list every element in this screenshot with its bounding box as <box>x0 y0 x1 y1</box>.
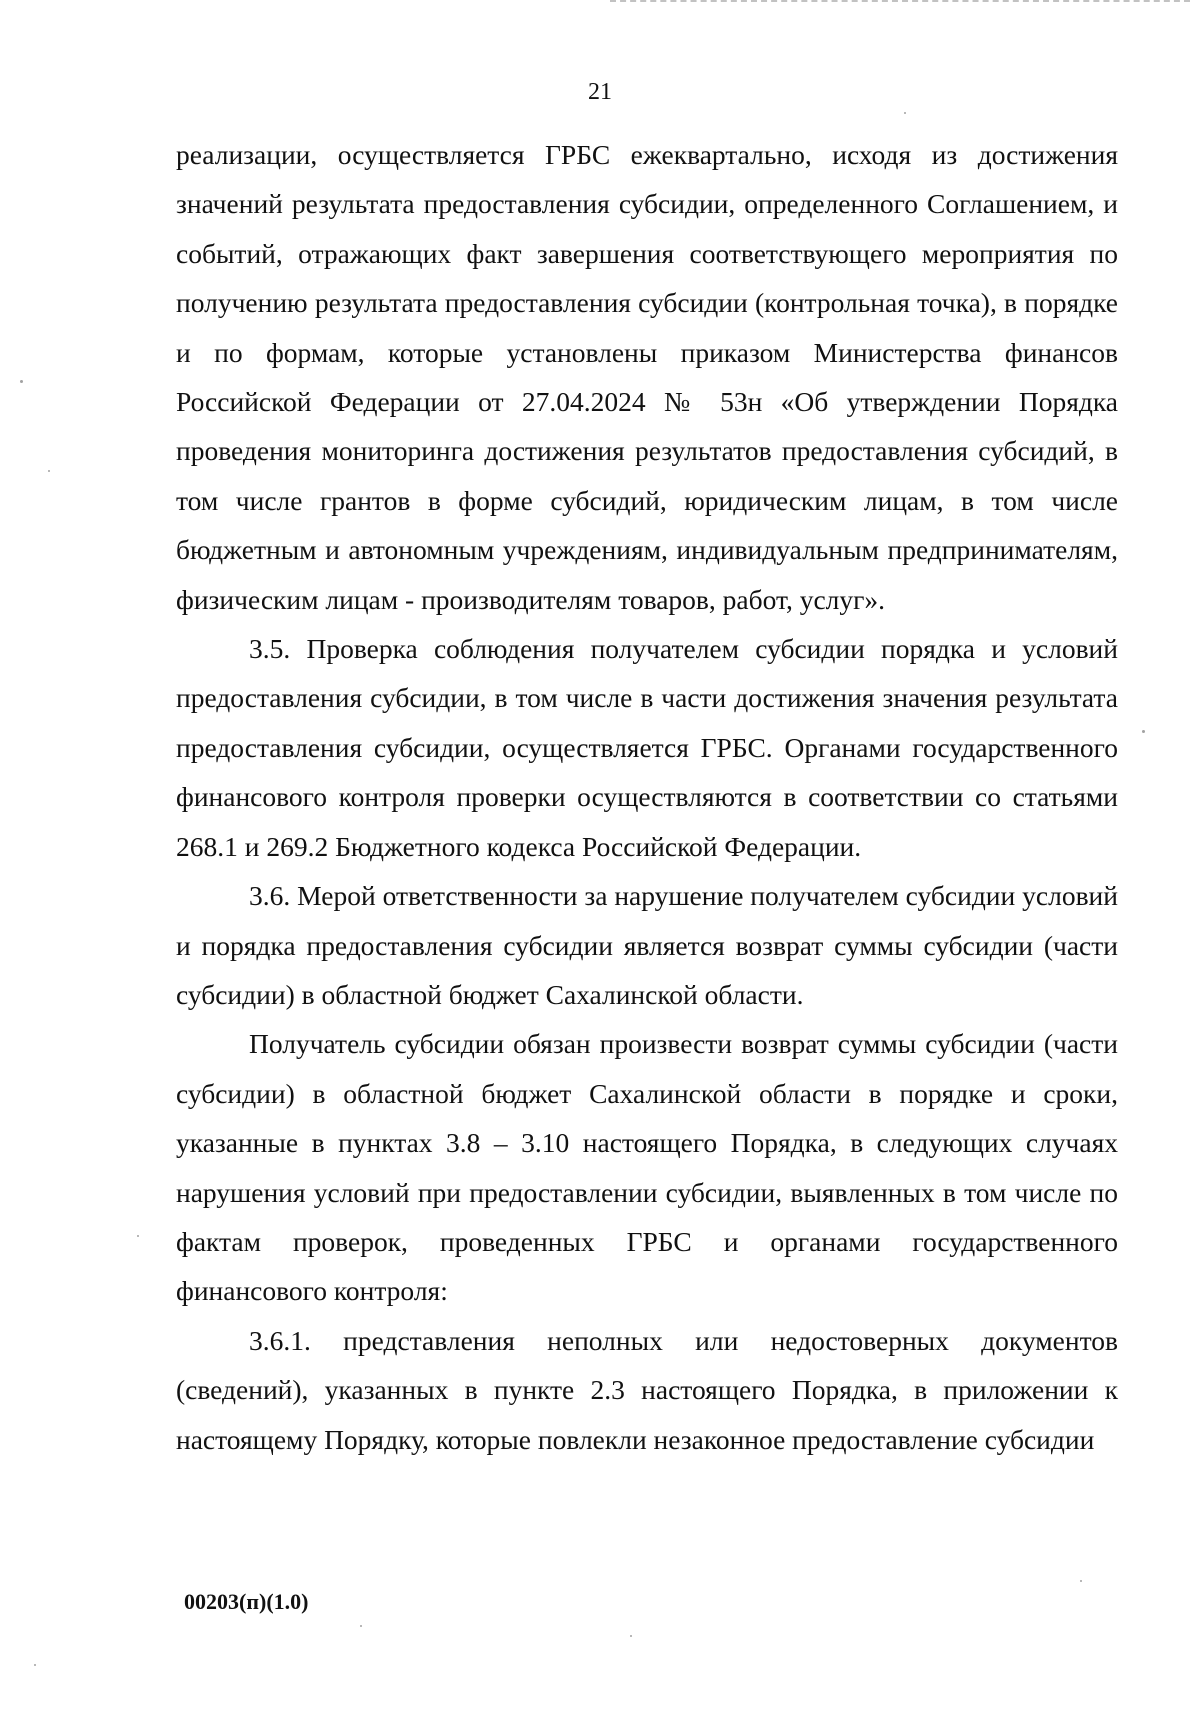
paragraph-continuation: реализации, осуществляется ГРБС ежеквартально, исходя из достижения значений результата предоставления субсидии, определенного Соглашением, и событий, отражающих факт завершения соответствующего мероприятия по получению результата предоставления субсидии (контрольная точка), в порядке и по формам, которые установлены приказом Министерства финансов Российской Федерации от 27.04.2024 № 53н «Об утверждении Порядка проведения мониторинга достижения результатов предоставления субсидий, в том числе грантов в форме субсидий, юридическим лицам, в том числе бюджетным и автономным учреждениям, индивидуальным предпринимателям, физическим лицам - производителям товаров, работ, услуг». <box>176 139 1118 615</box>
scan-edge-mark <box>610 0 1190 5</box>
scan-speck <box>630 1635 632 1637</box>
scan-speck <box>34 1664 36 1666</box>
scan-speck <box>20 380 23 383</box>
paragraph-3-6: 3.6. Мерой ответственности за нарушение получателем субсидии условий и порядка предоставления субсидии является возврат суммы субсидии (части субсидии) в областной бюджет Сахалинской области. <box>176 880 1118 1010</box>
scan-speck <box>137 1235 139 1237</box>
scan-speck <box>48 470 50 472</box>
page-number: 21 <box>588 79 612 105</box>
scan-speck <box>904 112 906 114</box>
paragraph-3-6-1: 3.6.1. представления неполных или недостоверных документов (сведений), указанных в пункте 2.3 настоящего Порядка, в приложении к настоящему Порядку, которые повлекли незаконное предоставление субсидии <box>176 1324 1118 1455</box>
scan-speck <box>1080 1580 1082 1582</box>
document-body <box>176 130 1118 1464</box>
paragraph-3-5: 3.5. Проверка соблюдения получателем субсидии порядка и условий предоставления субсидии, в том числе в части достижения значения результата предоставления субсидии, осуществляется ГРБС. Органами государственного финансового контроля проверки осуществляются в соответствии со статьями 268.1 и 269.2 Бюджетного кодекса Российской Федерации. <box>176 633 1118 862</box>
scan-speck <box>360 1625 362 1627</box>
scan-speck <box>1142 730 1145 733</box>
document-code: 00203(п)(1.0) <box>184 1589 309 1614</box>
paragraph-recipient-obligation: Получатель субсидии обязан произвести возврат суммы субсидии (части субсидии) в областной бюджет Сахалинской области в порядке и сроки, указанные в пунктах 3.8 – 3.10 настоящего Порядка, в следующих случаях нарушения условий при предоставлении субсидии, выявленных в том числе по фактам проверок, проведенных ГРБС и органами государственного финансового контроля: <box>176 1028 1118 1307</box>
